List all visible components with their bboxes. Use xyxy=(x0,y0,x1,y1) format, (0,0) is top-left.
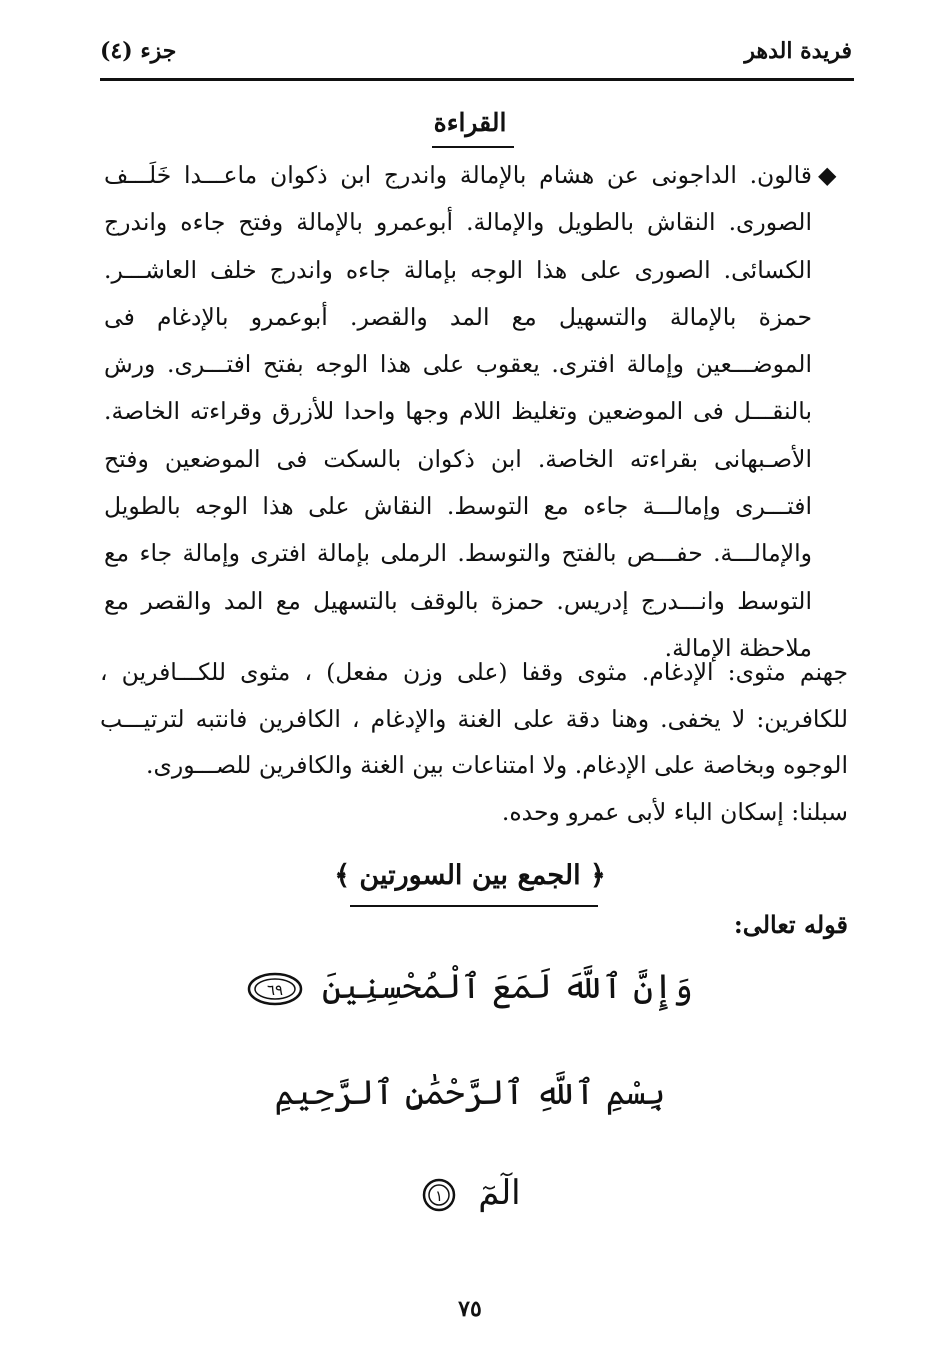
basmala: بِسْمِ ٱللَّهِ ٱلرَّحْمَٰنِ ٱلرَّحِيمِ xyxy=(274,1073,666,1113)
combination-heading-underline xyxy=(350,905,598,907)
page-number: ٧٥ xyxy=(458,1296,482,1322)
verse-intro-label: قوله تعالى: xyxy=(733,910,848,939)
notes-block xyxy=(100,649,848,835)
notes-paragraph: سبلنا: إسكان الباء لأبى عمرو وحده. xyxy=(501,797,848,826)
book-title: فريدة الدهر xyxy=(744,38,852,64)
header-rule xyxy=(100,78,854,81)
ayah-number-icon xyxy=(247,972,303,1006)
quran-verse xyxy=(0,962,940,1012)
recitation-paragraph: قالون. الداجونى عن هشام بالإمالة واندرج ابن ذكوان ماعـــدا خَلَـــف الصورى. النقاش بالطويل والإمالة. أبوعمرو بالإمالة وفتح جاءه واندرج الكسائى. الصورى على هذا الوجه بإمالة جاءه واندرج خلف العاشـــر. حمزة بالإمالة والتسهيل مع المد والقصر. أبوعمرو بالإدغام فى الموضـــعين وإمالة افترى. يعقوب على هذا الوجه بفتح افتـــرى. ورش بالنقـــل فى الموضعين وتغليظ اللام وجها واحدا للأزرق وقراءته الخاصة. الأصـبهانى بقراءته الخاصة. ابن ذكوان بالسكت فى الموضعين وفتح افتـــرى وإمالـــة جاءه مع التوسط. النقاش على هذا الوجه بالطويل والإمالـــة. حفـــص بالفتح والتوسط. الرملى بإمالة افترى وإمالة جاء مع التوسط وانـــدرج إدريس. حمزة بالوقف بالتسهيل مع المد والقصر مع ملاحظة الإمالة. xyxy=(104,161,812,662)
ayah-number-icon xyxy=(419,1178,459,1212)
combination-heading: ﴿ الجمع بين السورتين ﴾ xyxy=(334,860,606,891)
diamond-bullet-icon: ◆ xyxy=(818,161,837,189)
ayah-number: ٦٩ xyxy=(266,981,284,999)
notes-paragraph: جهنم مثوى: الإدغام. مثوى وقفا (على وزن مفعل) ، مثوى للكـــافرين ، للكافرين: لا يخفى. وهنا دقة على الغنة والإدغام ، الكافرين فانتبه لترتيـــب الوجوه وبخاصة على الإدغام. ولا امتناعات بين الغنة والكافرين للصـــورى. xyxy=(100,658,848,779)
running-header xyxy=(100,28,852,72)
part-label: جزء (٤) xyxy=(100,38,177,64)
verse-text: الٓمٓ xyxy=(478,1173,521,1213)
ayah-number: ١ xyxy=(435,1187,444,1205)
section-title: القراءة xyxy=(433,108,507,137)
quran-verse xyxy=(0,1168,940,1218)
verse-text: وَإِنَّ ٱللَّهَ لَمَعَ ٱلْمُحْسِنِينَ xyxy=(321,967,693,1007)
section-title-underline xyxy=(432,146,514,148)
